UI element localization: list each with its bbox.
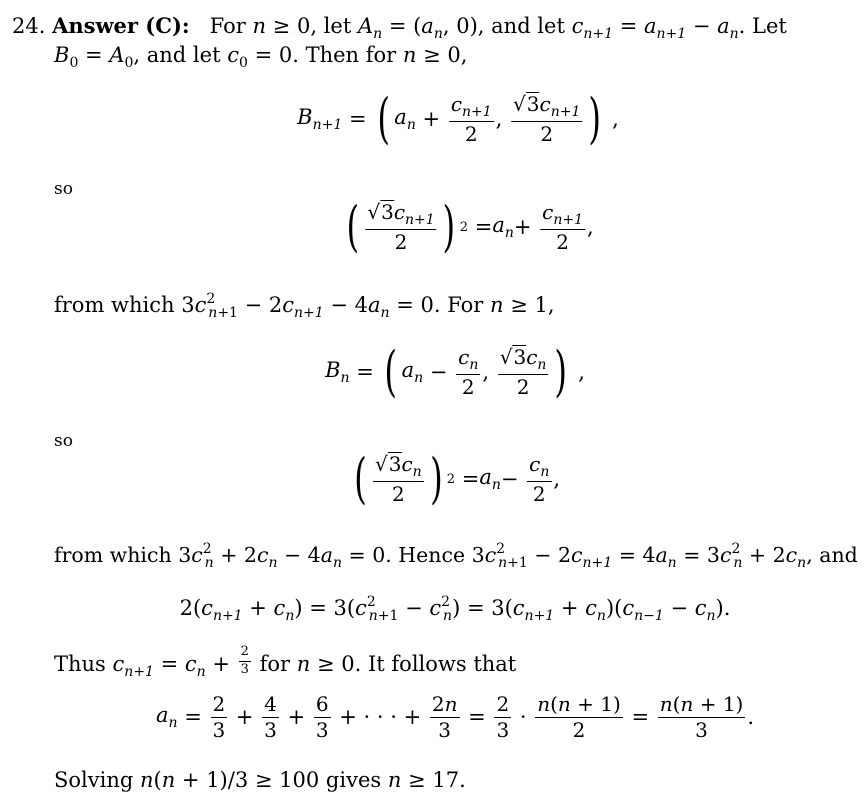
problem-line-2: $B_0 = A_0$, and let $c_0 = 0$. Then for n ≥ 0, — [54, 43, 468, 71]
equation-square-2: ( $\frac{√3c_n}{2}$ ) 2 = $a_n$ − $\frac{c_n}{2}$ , — [354, 447, 561, 511]
text-thus: Thus $c_{n+1} = c_n$ + $\frac{2}{3}$ for n ≥ 0. It follows that — [54, 644, 517, 680]
problem-line-1: 24. Answer (C): For n ≥ 0, let $A_n = (a_n$, 0), and let $c_{n+1} = a_{n+1} - a_n$. Let — [12, 13, 787, 42]
problem-number: 24. — [12, 14, 46, 38]
equation-sum: $a_n$ = $\frac{2}{3}$ + $\frac{4}{3}$ + $\frac{6}{3}$ + · · · + $\frac{2n}{3}$ = $\frac{2}{3}$ · $\frac{n(n + 1)}{2}$ = $\frac{n(n + 1)}{3}$ . — [155, 692, 755, 742]
text-solving: Solving n(n + 1)/3 ≥ 100 gives n ≥ 17. — [54, 768, 466, 792]
equation-square-1: ( $\frac{√3c_{n+1}}{2}$ ) 2 = $a_n$ + $\frac{c_{n+1}}{2}$ , — [346, 195, 594, 259]
so-1: so — [54, 179, 73, 199]
text-from-which-2: from which $3c^2_n + 2c_n - 4a_n = 0$. Hence $3c^2_{n+1} - 2c_{n+1} = 4a_n = 3c^2_n + 2c_n$, and — [54, 541, 858, 571]
equation-b-n-plus-1: $B_{n+1}$ = ( $a_n$ + $\frac{c_{n+1}}{2}$ , $\frac{√3c_{n+1}}{2}$ ) , — [297, 87, 619, 151]
equation-factor: $2(c_{n+1} + c_n) = 3(c^2_{n+1} - c^2_n) = 3(c_{n+1} + c_n)(c_{n-1} - c_n)$. — [179, 594, 731, 624]
text-from-which-1: from which $3c^2_{n+1} - 2c_{n+1} - 4a_n = 0$. For n ≥ 1, — [54, 291, 555, 321]
so-2: so — [54, 431, 73, 451]
answer-label: Answer (C): — [52, 13, 190, 38]
equation-b-n: $B_n$ = ( $a_n$ − $\frac{c_n}{2}$ , $\frac{√3c_n}{2}$ ) , — [325, 340, 585, 404]
